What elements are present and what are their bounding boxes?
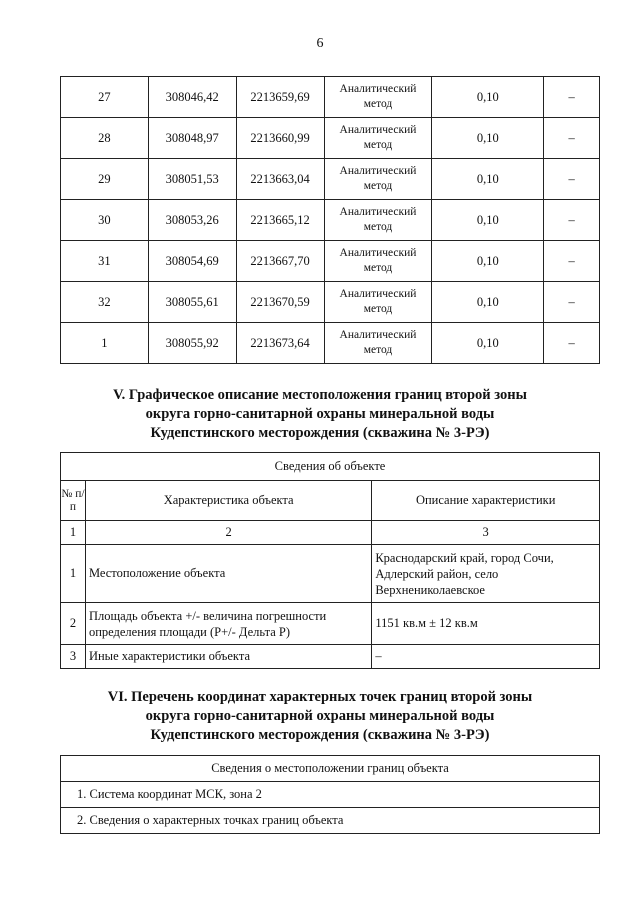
page-number: 6 — [316, 36, 324, 51]
method-cell: Аналитический метод — [324, 241, 432, 282]
row-3-characteristic: Иные характеристики объекта — [85, 645, 371, 669]
point-number-cell: 1 — [61, 323, 149, 364]
y-coordinate-cell: 2213667,70 — [236, 241, 324, 282]
error-cell: 0,10 — [432, 241, 544, 282]
coordinate-row — [61, 200, 600, 241]
section-v-line-3: Кудепстинского месторождения (скважина № 3-РЭ) — [150, 425, 490, 441]
y-coordinate-cell: 2213670,59 — [236, 282, 324, 323]
coordinate-row — [61, 159, 600, 200]
method-cell: Аналитический метод — [324, 118, 432, 159]
point-number-cell: 30 — [61, 200, 149, 241]
x-coordinate-cell: 308053,26 — [148, 200, 236, 241]
col-number-2: 2 — [85, 521, 371, 545]
extra-cell: – — [544, 77, 600, 118]
section-vi-line-3: Кудепстинского месторождения (скважина № 3-РЭ) — [150, 727, 490, 743]
y-coordinate-cell: 2213659,69 — [236, 77, 324, 118]
header-description: Описание характеристики — [372, 481, 600, 521]
section-v-heading — [0, 386, 640, 443]
row-2-description: 1151 кв.м ± 12 кв.м — [372, 603, 600, 645]
row-1-num: 1 — [61, 545, 86, 603]
error-cell: 0,10 — [432, 77, 544, 118]
x-coordinate-cell: 308051,53 — [148, 159, 236, 200]
method-cell: Аналитический метод — [324, 159, 432, 200]
coordinate-row — [61, 77, 600, 118]
row-1-characteristic: Местоположение объекта — [85, 545, 371, 603]
x-coordinate-cell: 308055,61 — [148, 282, 236, 323]
coordinate-row — [61, 118, 600, 159]
section-v-line-2: округа горно-санитарной охраны минеральной воды — [145, 406, 495, 422]
point-number-cell: 27 — [61, 77, 149, 118]
header-characteristic: Характеристика объекта — [85, 481, 371, 521]
row-3-num: 3 — [61, 645, 86, 669]
object-table-title: Сведения об объекте — [61, 453, 600, 481]
row-2-characteristic: Площадь объекта +/- величина погрешности определения площади (Р+/- Дельта Р) — [85, 603, 371, 645]
x-coordinate-cell: 308055,92 — [148, 323, 236, 364]
error-cell: 0,10 — [432, 323, 544, 364]
extra-cell: – — [544, 282, 600, 323]
extra-cell: – — [544, 241, 600, 282]
section-vi-line-2: округа горно-санитарной охраны минеральной воды — [145, 708, 495, 724]
coordinates-table — [60, 76, 600, 364]
section-vi-line-1: VI. Перечень координат характерных точек границ второй зоны — [107, 689, 533, 705]
location-info-table — [60, 755, 600, 834]
extra-cell: – — [544, 159, 600, 200]
method-cell: Аналитический метод — [324, 200, 432, 241]
location-item-1: 1. Система координат МСК, зона 2 — [61, 782, 600, 808]
point-number-cell: 32 — [61, 282, 149, 323]
coordinate-row — [61, 241, 600, 282]
extra-cell: – — [544, 323, 600, 364]
row-2-num: 2 — [61, 603, 86, 645]
row-3-description: – — [372, 645, 600, 669]
x-coordinate-cell: 308054,69 — [148, 241, 236, 282]
y-coordinate-cell: 2213663,04 — [236, 159, 324, 200]
y-coordinate-cell: 2213673,64 — [236, 323, 324, 364]
point-number-cell: 28 — [61, 118, 149, 159]
header-num: № п/п — [61, 481, 86, 521]
coordinate-row — [61, 282, 600, 323]
error-cell: 0,10 — [432, 118, 544, 159]
point-number-cell: 29 — [61, 159, 149, 200]
col-number-1: 1 — [61, 521, 86, 545]
y-coordinate-cell: 2213660,99 — [236, 118, 324, 159]
object-info-table — [60, 452, 600, 669]
point-number-cell: 31 — [61, 241, 149, 282]
extra-cell: – — [544, 118, 600, 159]
error-cell: 0,10 — [432, 200, 544, 241]
error-cell: 0,10 — [432, 159, 544, 200]
method-cell: Аналитический метод — [324, 282, 432, 323]
x-coordinate-cell: 308048,97 — [148, 118, 236, 159]
section-vi-heading — [0, 688, 640, 745]
location-item-2: 2. Сведения о характерных точках границ объекта — [61, 808, 600, 834]
location-table-title: Сведения о местоположении границ объекта — [61, 756, 600, 782]
coordinate-row — [61, 323, 600, 364]
x-coordinate-cell: 308046,42 — [148, 77, 236, 118]
extra-cell: – — [544, 200, 600, 241]
section-v-line-1: V. Графическое описание местоположения границ второй зоны — [113, 387, 527, 403]
method-cell: Аналитический метод — [324, 77, 432, 118]
col-number-3: 3 — [372, 521, 600, 545]
y-coordinate-cell: 2213665,12 — [236, 200, 324, 241]
method-cell: Аналитический метод — [324, 323, 432, 364]
error-cell: 0,10 — [432, 282, 544, 323]
row-1-description: Краснодарский край, город Сочи, Адлерский район, село Верхнениколаевское — [372, 545, 600, 603]
